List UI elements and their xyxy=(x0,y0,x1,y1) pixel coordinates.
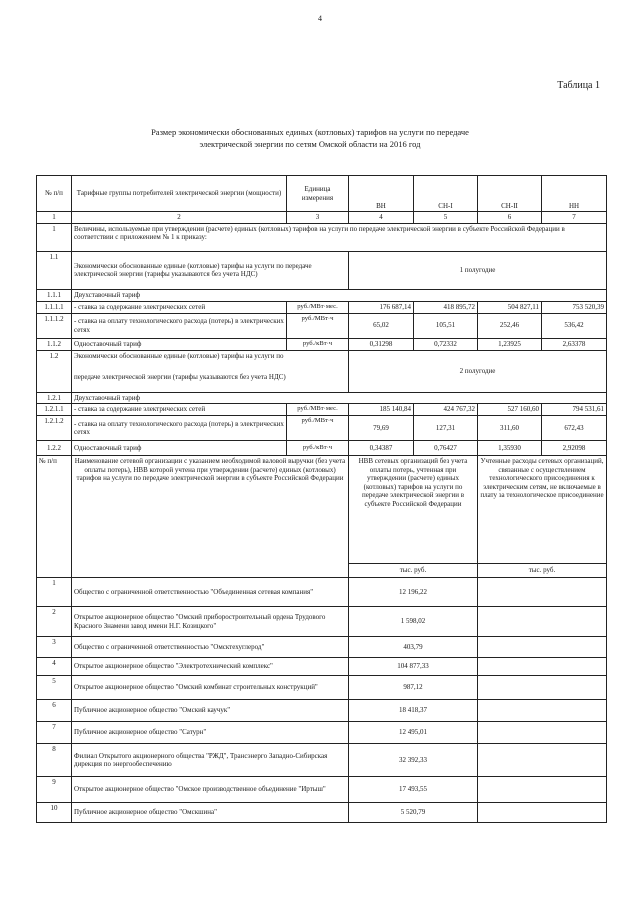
org-num: 10 xyxy=(37,803,72,823)
org-unit-nvv: тыс. руб. xyxy=(349,564,478,578)
org-num: 8 xyxy=(37,744,72,777)
table-row xyxy=(37,338,607,350)
org-num: 7 xyxy=(37,722,72,744)
header-group: Тарифные группы потребителей электрической энергии (мощности) xyxy=(72,176,287,212)
period-label: 2 полугодие xyxy=(349,350,607,392)
org-nvv-value: 18 418,37 xyxy=(349,700,478,722)
row-num: 1.2.2 xyxy=(37,441,72,456)
tariff-table xyxy=(36,175,607,823)
header-nn: НН xyxy=(542,201,607,212)
org-name: Открытое акционерное общество "Электротехнический комплекс" xyxy=(72,658,349,676)
value-sn1: 0,72332 xyxy=(414,338,478,350)
org-costs-value xyxy=(478,578,607,607)
org-costs-value xyxy=(478,658,607,676)
row-num: 1.2.1.1 xyxy=(37,404,72,416)
header-vn: ВН xyxy=(349,201,414,212)
row-text-a: Экономически обоснованные единые (котловые) тарифы на услуги по xyxy=(74,351,284,360)
org-num: 1 xyxy=(37,578,72,607)
value-sn1: 105,51 xyxy=(414,313,478,338)
title-line-2: электрической энергии по сетям Омской области на 2016 год xyxy=(199,139,421,149)
org-nvv-value: 5 520,79 xyxy=(349,803,478,823)
org-num: 3 xyxy=(37,637,72,658)
table-row xyxy=(37,223,607,251)
table-row xyxy=(37,350,607,392)
org-nvv-value: 1 598,02 xyxy=(349,607,478,637)
tariff-table-wrapper xyxy=(36,175,606,823)
row-text: Двухставочный тариф xyxy=(72,289,607,301)
table-row xyxy=(37,392,607,404)
org-row xyxy=(37,700,607,722)
org-row xyxy=(37,803,607,823)
org-row xyxy=(37,658,607,676)
row-text: - ставка за содержание электрических сетей xyxy=(72,301,287,313)
org-costs-value xyxy=(478,607,607,637)
value-vn: 185 140,84 xyxy=(349,404,414,416)
value-sn1: 0,76427 xyxy=(414,441,478,456)
org-costs-value xyxy=(478,637,607,658)
org-name: Общество с ограниченной ответственностью "Объединенная сетевая компания" xyxy=(72,578,349,607)
value-sn2: 1,23925 xyxy=(478,338,542,350)
row-num: 1.1.1.1 xyxy=(37,301,72,313)
org-costs-value xyxy=(478,744,607,777)
row-unit: руб./кВт·ч xyxy=(287,441,349,456)
org-row xyxy=(37,722,607,744)
row-text: Величины, используемые при утверждении (расчете) единых (котловых) тарифов на услуги по передаче электрической энергии в субъекте Российской Федерации в соответствии с приложением № 1 к приказу: xyxy=(72,223,607,251)
org-unit-costs: тыс. руб. xyxy=(478,564,607,578)
org-row xyxy=(37,578,607,607)
org-name: Публичное акционерное общество "Омскшина" xyxy=(72,803,349,823)
page-number: 4 xyxy=(318,14,322,23)
row-unit: руб./МВт·мес. xyxy=(287,404,349,416)
org-costs-value xyxy=(478,777,607,803)
index-cell: 5 xyxy=(414,212,478,224)
value-nn: 2,92098 xyxy=(542,441,607,456)
document-title xyxy=(60,126,560,150)
value-vn: 0,31298 xyxy=(349,338,414,350)
row-text: - ставка за содержание электрических сетей xyxy=(72,404,287,416)
header-num: № п/п xyxy=(37,176,72,212)
header-sn1: СН-I xyxy=(414,201,478,212)
table-row xyxy=(37,251,607,289)
header-sn2: СН-II xyxy=(478,201,542,212)
row-unit: руб./МВт·ч xyxy=(287,416,349,441)
table-row xyxy=(37,301,607,313)
row-num: 1.1.1.2 xyxy=(37,313,72,338)
org-name: Общество с ограниченной ответственностью "Омсктехуглерод" xyxy=(72,637,349,658)
value-vn: 176 687,14 xyxy=(349,301,414,313)
org-nvv-value: 12 196,22 xyxy=(349,578,478,607)
table-row xyxy=(37,404,607,416)
title-line-1: Размер экономически обоснованных единых (котловых) тарифов на услуги по передаче xyxy=(151,127,469,137)
org-nvv-value: 12 495,01 xyxy=(349,722,478,744)
value-sn1: 127,31 xyxy=(414,416,478,441)
row-num: 1.1 xyxy=(37,251,72,289)
value-sn2: 311,60 xyxy=(478,416,542,441)
org-name: Публичное акционерное общество "Омский каучук" xyxy=(72,700,349,722)
org-row xyxy=(37,777,607,803)
value-sn2: 1,35930 xyxy=(478,441,542,456)
row-text: Двухставочный тариф xyxy=(72,392,607,404)
value-vn: 79,69 xyxy=(349,416,414,441)
value-sn1: 418 895,72 xyxy=(414,301,478,313)
org-costs-value xyxy=(478,700,607,722)
value-nn: 536,42 xyxy=(542,313,607,338)
org-name: Филиал Открытого акционерного общества "РЖД", Трансэнерго Западно-Сибирская дирекция по энергообеспечению xyxy=(72,744,349,777)
index-cell: 3 xyxy=(287,212,349,224)
org-name: Открытое акционерное общество "Омский комбинат строительных конструкций" xyxy=(72,676,349,700)
org-name: Открытое акционерное общество "Омский приборостроительный ордена Трудового Красного Знамени завод имени Н.Г. Козицкого" xyxy=(72,607,349,637)
index-row xyxy=(37,212,607,224)
table-row xyxy=(37,289,607,301)
org-nvv-value: 17 493,55 xyxy=(349,777,478,803)
table-row xyxy=(37,416,607,441)
org-nvv-value: 403,79 xyxy=(349,637,478,658)
value-vn: 65,02 xyxy=(349,313,414,338)
value-nn: 672,43 xyxy=(542,416,607,441)
org-nvv-value: 987,12 xyxy=(349,676,478,700)
org-nvv-value: 104 877,33 xyxy=(349,658,478,676)
org-row xyxy=(37,607,607,637)
row-num: 1.2.1.2 xyxy=(37,416,72,441)
table-row xyxy=(37,441,607,456)
row-num: 1.1.2 xyxy=(37,338,72,350)
org-costs-value xyxy=(478,803,607,823)
org-num: 6 xyxy=(37,700,72,722)
org-name: Открытое акционерное общество "Омское производственное объединение "Иртыш" xyxy=(72,777,349,803)
row-num: 1.2.1 xyxy=(37,392,72,404)
index-cell: 1 xyxy=(37,212,72,224)
org-num: 4 xyxy=(37,658,72,676)
org-name: Публичное акционерное общество "Сатурн" xyxy=(72,722,349,744)
period-label: 1 полугодие xyxy=(349,251,607,289)
table-row xyxy=(37,313,607,338)
row-num: 1 xyxy=(37,223,72,251)
value-nn: 794 531,61 xyxy=(542,404,607,416)
org-nvv-value: 32 392,33 xyxy=(349,744,478,777)
row-unit: руб./МВт·мес. xyxy=(287,301,349,313)
table-number: Таблица 1 xyxy=(557,80,600,91)
org-header-num: № п/п xyxy=(37,456,72,578)
org-num: 9 xyxy=(37,777,72,803)
row-text-b: передаче электрической энергии (тарифы указываются без учета НДС) xyxy=(74,373,286,381)
value-sn2: 504 827,11 xyxy=(478,301,542,313)
org-costs-value xyxy=(478,676,607,700)
org-header-nvv: НВВ сетевых организаций без учета оплаты потерь, учтенная при утверждении (расчете) единых (котловых) тарифов на услуги по передаче электрической энергии в субъекте Российской Федерации xyxy=(349,456,478,564)
index-cell: 7 xyxy=(542,212,607,224)
value-nn: 2,63378 xyxy=(542,338,607,350)
row-text: Одноставочный тариф xyxy=(72,441,287,456)
index-cell: 4 xyxy=(349,212,414,224)
org-header-name: Наименование сетевой организации с указанием необходимой валовой выручки (без учета оплаты потерь), НВВ которой учтена при утверждении (расчете) единых (котловых) тарифов на услуги по передаче электрической энергии в субъекте Российской Федерации xyxy=(72,456,349,578)
value-nn: 753 520,39 xyxy=(542,301,607,313)
row-num: 1.2 xyxy=(37,350,72,392)
row-text: Одноставочный тариф xyxy=(72,338,287,350)
org-costs-value xyxy=(478,722,607,744)
row-text xyxy=(72,350,349,392)
row-unit: руб./МВт·ч xyxy=(287,313,349,338)
row-num: 1.1.1 xyxy=(37,289,72,301)
org-row xyxy=(37,637,607,658)
org-row xyxy=(37,744,607,777)
org-header-costs: Учтенные расходы сетевых организаций, связанные с осуществлением технологического присоединения к электрическим сетям, не включаемые в плату за технологическое присоединение xyxy=(478,456,607,564)
value-vn: 0,34387 xyxy=(349,441,414,456)
value-sn1: 424 767,32 xyxy=(414,404,478,416)
header-row xyxy=(37,176,607,201)
row-unit: руб./кВт·ч xyxy=(287,338,349,350)
row-text: - ставка на оплату технологического расхода (потерь) в электрических сетях xyxy=(72,313,287,338)
org-row xyxy=(37,676,607,700)
header-unit: Единица измерения xyxy=(287,176,349,212)
value-sn2: 252,46 xyxy=(478,313,542,338)
org-num: 5 xyxy=(37,676,72,700)
value-sn2: 527 160,60 xyxy=(478,404,542,416)
row-text: Экономически обоснованные единые (котловые) тарифы на услуги по передаче электрической энергии (тарифы указываются без учета НДС) xyxy=(72,251,349,289)
org-header-row xyxy=(37,456,607,564)
org-num: 2 xyxy=(37,607,72,637)
index-cell: 6 xyxy=(478,212,542,224)
row-text: - ставка на оплату технологического расхода (потерь) в электрических сетях xyxy=(72,416,287,441)
index-cell: 2 xyxy=(72,212,287,224)
